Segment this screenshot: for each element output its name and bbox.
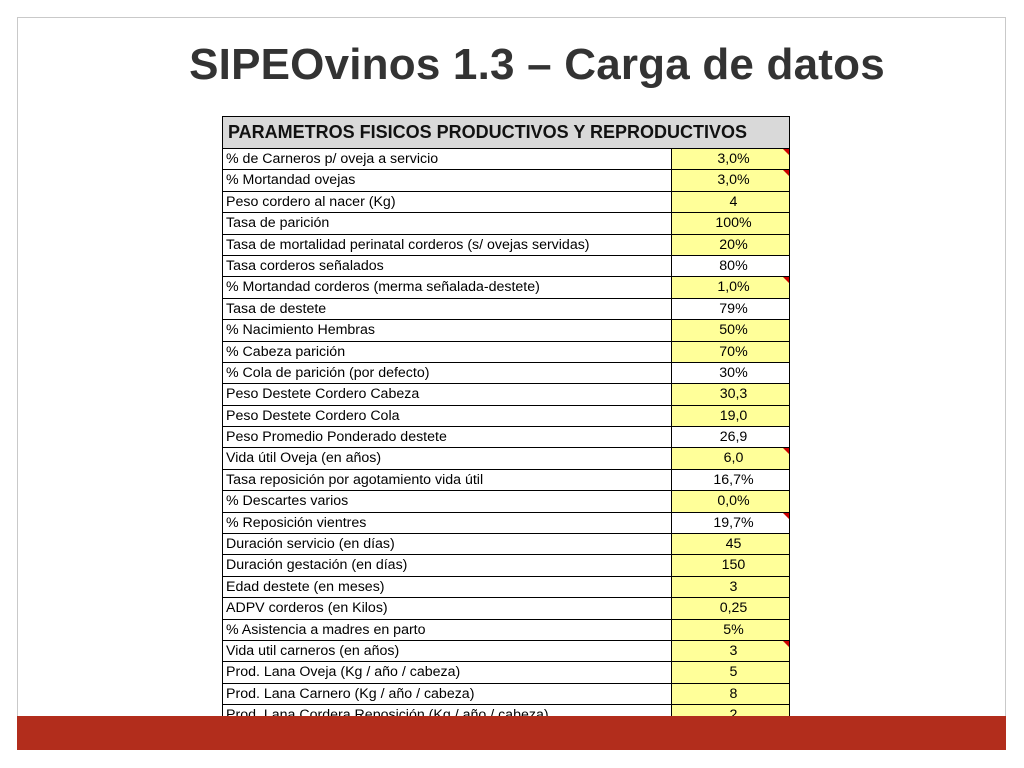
parameter-value: 0,25 <box>719 600 748 617</box>
parameter-computed-cell <box>672 256 789 276</box>
parameters-table <box>222 116 790 727</box>
parameter-label: % Nacimiento Hembras <box>223 320 672 340</box>
parameter-input-cell[interactable] <box>672 534 789 554</box>
parameter-value: 3 <box>729 642 738 659</box>
parameter-input-cell[interactable] <box>672 192 789 212</box>
parameter-input-cell[interactable] <box>672 448 789 468</box>
comment-indicator-icon[interactable] <box>783 641 789 647</box>
parameter-input-cell[interactable] <box>672 170 789 190</box>
parameter-label: Tasa corderos señalados <box>223 256 672 276</box>
parameter-input-cell[interactable] <box>672 277 789 297</box>
table-row <box>223 299 789 320</box>
table-row <box>223 662 789 683</box>
parameter-label: ADPV corderos (en Kilos) <box>223 598 672 618</box>
table-row <box>223 235 789 256</box>
parameter-value: 5% <box>723 621 744 638</box>
comment-indicator-icon[interactable] <box>783 170 789 176</box>
parameter-computed-cell <box>672 470 789 490</box>
parameter-label: Vida util carneros (en años) <box>223 641 672 661</box>
table-header: PARAMETROS FISICOS PRODUCTIVOS Y REPRODUCTIVOS <box>223 117 789 149</box>
parameter-value: 30,3 <box>719 386 748 403</box>
parameter-value: 100% <box>715 215 752 232</box>
parameter-label: Prod. Lana Carnero (Kg / año / cabeza) <box>223 684 672 704</box>
table-row <box>223 149 789 170</box>
parameter-label: % Cola de parición (por defecto) <box>223 363 672 383</box>
parameter-input-cell[interactable] <box>672 149 789 169</box>
table-row <box>223 320 789 341</box>
parameter-label: Vida útil Oveja (en años) <box>223 448 672 468</box>
parameter-value: 45 <box>725 536 742 553</box>
parameter-value: 0,0% <box>717 493 750 510</box>
parameter-label: % de Carneros p/ oveja a servicio <box>223 149 672 169</box>
parameter-computed-cell <box>672 299 789 319</box>
parameter-input-cell[interactable] <box>672 641 789 661</box>
parameter-label: Peso Destete Cordero Cabeza <box>223 384 672 404</box>
table-row <box>223 170 789 191</box>
parameter-value: 1,0% <box>717 279 750 296</box>
table-row <box>223 491 789 512</box>
parameter-input-cell[interactable] <box>672 577 789 597</box>
table-row <box>223 641 789 662</box>
parameter-input-cell[interactable] <box>672 662 789 682</box>
parameter-input-cell[interactable] <box>672 342 789 362</box>
comment-indicator-icon[interactable] <box>783 448 789 454</box>
table-row <box>223 256 789 277</box>
parameter-value: 16,7% <box>713 471 754 488</box>
table-body <box>223 149 789 726</box>
parameter-value: 5 <box>729 664 738 681</box>
table-row <box>223 555 789 576</box>
parameter-label: Peso cordero al nacer (Kg) <box>223 192 672 212</box>
parameter-value: 80% <box>719 257 748 274</box>
parameter-input-cell[interactable] <box>672 684 789 704</box>
parameter-label: % Cabeza parición <box>223 342 672 362</box>
parameter-label: % Mortandad ovejas <box>223 170 672 190</box>
parameter-value: 26,9 <box>719 429 748 446</box>
parameter-label: % Mortandad corderos (merma señalada-destete) <box>223 277 672 297</box>
parameter-value: 70% <box>719 343 748 360</box>
parameter-label: % Asistencia a madres en parto <box>223 620 672 640</box>
parameter-value: 20% <box>719 236 748 253</box>
parameter-input-cell[interactable] <box>672 384 789 404</box>
parameter-label: Tasa de mortalidad perinatal corderos (s/ ovejas servidas) <box>223 235 672 255</box>
table-row <box>223 513 789 534</box>
parameter-label: Prod. Lana Oveja (Kg / año / cabeza) <box>223 662 672 682</box>
parameter-input-cell[interactable] <box>672 213 789 233</box>
table-row <box>223 384 789 405</box>
parameter-input-cell[interactable] <box>672 320 789 340</box>
table-row <box>223 342 789 363</box>
table-row <box>223 406 789 427</box>
table-row <box>223 363 789 384</box>
parameter-value: 6,0 <box>723 450 744 467</box>
parameter-value: 3 <box>729 578 738 595</box>
parameter-value: 3,0% <box>717 172 750 189</box>
slide-title: SIPEOvinos 1.3 – Carga de datos <box>189 40 885 89</box>
parameter-input-cell[interactable] <box>672 491 789 511</box>
parameter-label: Peso Destete Cordero Cola <box>223 406 672 426</box>
table-row <box>223 192 789 213</box>
parameter-label: Duración servicio (en días) <box>223 534 672 554</box>
parameter-input-cell[interactable] <box>672 620 789 640</box>
parameter-input-cell[interactable] <box>672 555 789 575</box>
parameter-computed-cell <box>672 513 789 533</box>
parameter-label: % Reposición vientres <box>223 513 672 533</box>
table-row <box>223 534 789 555</box>
table-row <box>223 470 789 491</box>
parameter-value: 19,7% <box>713 514 754 531</box>
table-row <box>223 427 789 448</box>
parameter-value: 19,0 <box>719 407 748 424</box>
parameter-label: Tasa de destete <box>223 299 672 319</box>
parameter-computed-cell <box>672 363 789 383</box>
table-row <box>223 277 789 298</box>
parameter-label: Duración gestación (en días) <box>223 555 672 575</box>
parameter-computed-cell <box>672 427 789 447</box>
parameter-input-cell[interactable] <box>672 235 789 255</box>
table-row <box>223 577 789 598</box>
parameter-value: 150 <box>721 557 746 574</box>
parameter-input-cell[interactable] <box>672 406 789 426</box>
table-row <box>223 684 789 705</box>
comment-indicator-icon[interactable] <box>783 513 789 519</box>
table-row <box>223 620 789 641</box>
table-row <box>223 448 789 469</box>
parameter-input-cell[interactable] <box>672 598 789 618</box>
table-row <box>223 598 789 619</box>
parameter-label: Peso Promedio Ponderado destete <box>223 427 672 447</box>
footer-bar <box>17 716 1006 750</box>
parameter-label: Edad destete (en meses) <box>223 577 672 597</box>
parameter-value: 3,0% <box>717 151 750 167</box>
parameter-label: Tasa reposición por agotamiento vida útil <box>223 470 672 490</box>
parameter-value: 8 <box>729 685 738 702</box>
parameter-value: 50% <box>719 322 748 339</box>
comment-indicator-icon[interactable] <box>783 149 789 155</box>
parameter-label: Tasa de parición <box>223 213 672 233</box>
table-row <box>223 213 789 234</box>
parameter-value: 79% <box>719 300 748 317</box>
parameter-value: 30% <box>719 364 748 381</box>
parameter-value: 4 <box>729 193 738 210</box>
comment-indicator-icon[interactable] <box>783 277 789 283</box>
parameter-label: % Descartes varios <box>223 491 672 511</box>
